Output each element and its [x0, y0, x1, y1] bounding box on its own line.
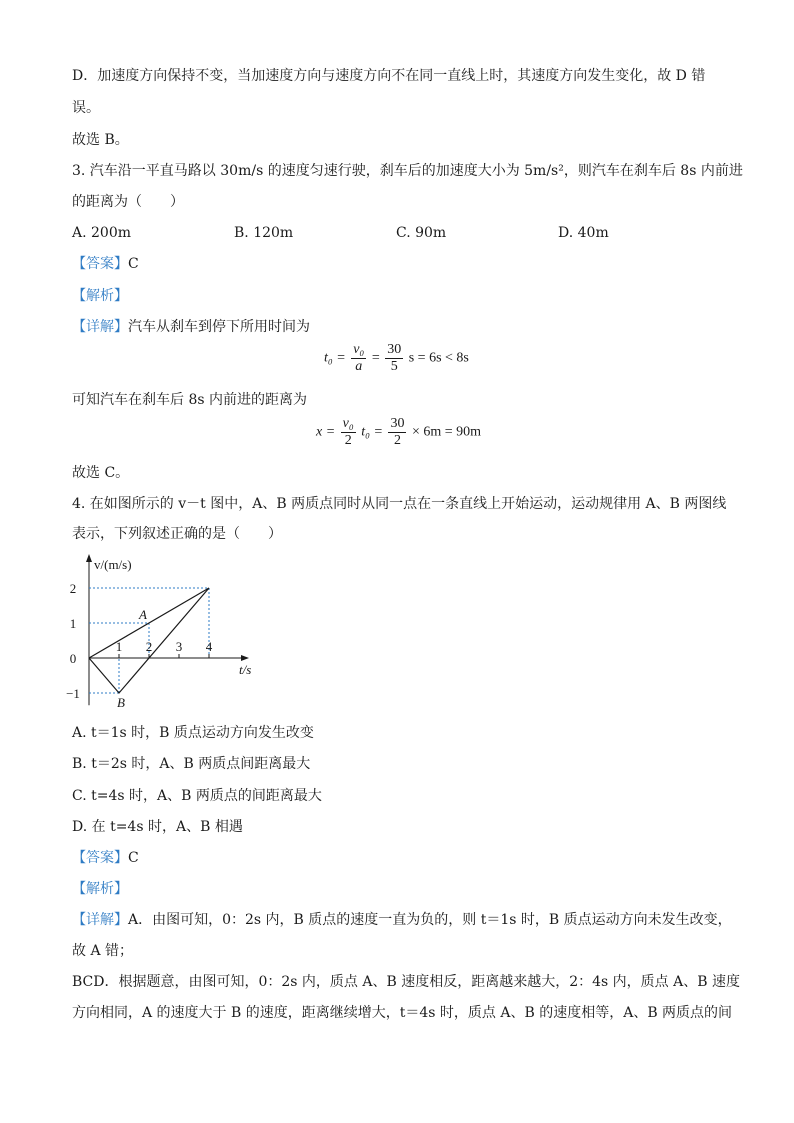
x-tick-label: 1	[115, 639, 123, 654]
question-3-stem: 3. 汽车沿一平直马路以 30m/s 的速度匀速行驶，刹车后的加速度大小为 5m/s²，则汽车在刹车后 8s 内前进	[72, 163, 743, 179]
x-tick-label: 4	[205, 639, 213, 654]
y-tick-label: 1	[69, 616, 77, 631]
series-label-a: A	[139, 607, 147, 622]
y-tick-label: 0	[69, 651, 77, 666]
q4-option-a: A. t＝1s 时，B 质点运动方向发生改变	[72, 725, 314, 741]
text-line: 可知汽车在刹车后 8s 内前进的距离为	[72, 392, 307, 408]
answer-4	[72, 848, 139, 868]
text-line: 故选 C。	[72, 465, 130, 481]
answer-3	[72, 254, 139, 274]
q3-option-d: D. 40m	[558, 225, 609, 241]
fraction: $\frac{30}{5}$	[387, 342, 402, 374]
answer-tag: 【答案】	[72, 850, 128, 866]
x-axis-label: t/s	[239, 662, 252, 677]
text-line: 故 A 错；	[72, 943, 134, 959]
q3-option-c: C. 90m	[396, 225, 447, 241]
text-line: BCD．根据题意，由图可知，0：2s 内，质点 A、B 速度相反，距离越来越大，2：4s 内，质点 A、B 速度	[72, 974, 740, 990]
x-tick-label: 3	[175, 639, 183, 654]
detail-3	[72, 317, 310, 337]
q4-option-b: B. t＝2s 时，A、B 两质点间距离最大	[72, 756, 311, 772]
answer-value: C	[128, 256, 139, 272]
formula-stop-time: t₀ = $\frac{\text{v₀}}{a}$ = $\frac{30}{5}$ s = 6s < 8s	[324, 342, 469, 374]
y-tick-label: 2	[69, 581, 77, 596]
series-label-b: B	[117, 695, 125, 710]
fraction: $\frac{30}{2}$	[390, 416, 405, 448]
text-line: 方向相同，A 的速度大于 B 的速度，距离继续增大，t＝4s 时，质点 A、B 的速度相等，A、B 两质点的间	[72, 1005, 733, 1021]
question-4-stem-cont: 表示，下列叙述正确的是（ ）	[72, 526, 282, 542]
detail-tag: 【详解】	[72, 319, 128, 335]
answer-value: C	[128, 850, 139, 866]
text-line: 误。	[72, 100, 100, 116]
q3-option-b: B. 120m	[234, 225, 294, 241]
y-axis-label: v/(m/s)	[94, 557, 132, 572]
formula-lhs: x =	[316, 424, 336, 440]
x-tick-label: 2	[145, 639, 153, 654]
y-axis-arrow	[86, 554, 92, 562]
question-4-stem: 4. 在如图所示的 v－t 图中，A、B 两质点同时从同一点在一条直线上开始运动，运动规律用 A、B 两图线	[72, 496, 727, 512]
fraction: $\frac{\text{v₀}}{2}$	[342, 416, 354, 448]
answer-tag: 【答案】	[72, 256, 128, 272]
q4-option-d: D. 在 t=4s 时，A、B 相遇	[72, 819, 243, 835]
detail-tag: 【详解】	[72, 912, 128, 928]
detail-text: A．由图可知，0：2s 内，B 质点的速度一直为负的，则 t＝1s 时，B 质点运动方向未发生改变，	[128, 912, 732, 928]
vt-graph	[68, 552, 268, 710]
q3-option-a: A. 200m	[72, 225, 132, 241]
analysis-tag: 【解析】	[72, 881, 128, 897]
q4-option-c: C. t=4s 时，A、B 两质点的间距离最大	[72, 788, 322, 804]
text-line: D．加速度方向保持不变，当加速度方向与速度方向不在同一直线上时，其速度方向发生变化，故 D 错	[72, 68, 706, 84]
y-tick-label: −1	[66, 686, 80, 701]
detail-text: 汽车从刹车到停下所用时间为	[128, 319, 310, 335]
x-axis-arrow	[241, 655, 249, 661]
formula-distance: x = $\frac{\text{v₀}}{2}$ t₀ = $\frac{30}{2}$ × 6m = 90m	[316, 416, 482, 448]
detail-4	[72, 910, 732, 930]
analysis-tag: 【解析】	[72, 288, 128, 304]
fraction: $\frac{\text{v₀}}{a}$	[353, 342, 365, 374]
question-3-stem-cont: 的距离为（ ）	[72, 194, 184, 210]
text-line: 故选 B。	[72, 132, 129, 148]
formula-lhs: t₀ =	[324, 350, 346, 366]
